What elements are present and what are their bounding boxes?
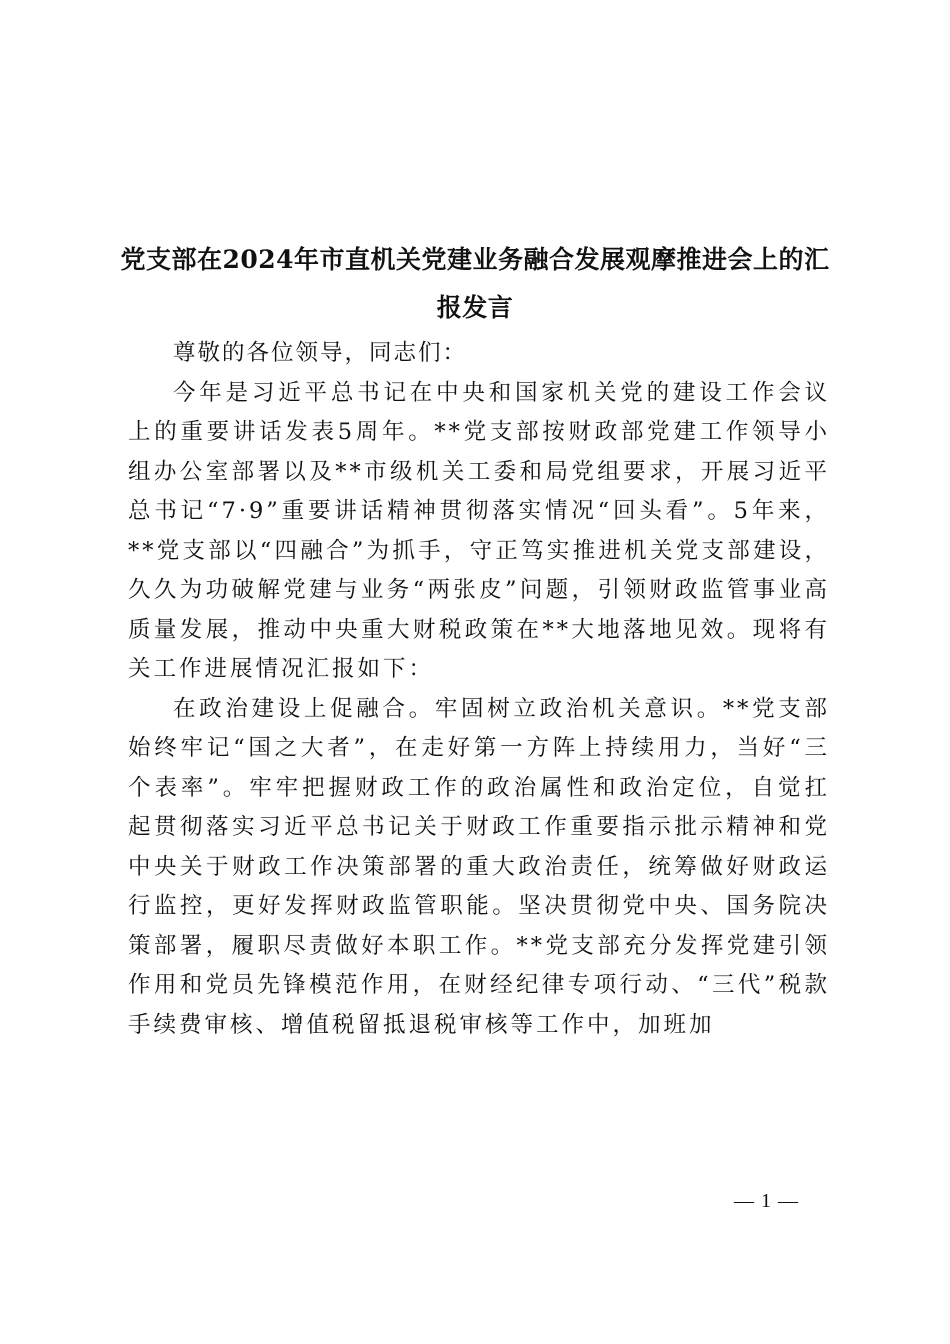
document-title: 党支部在2024年市直机关党建业务融合发展观摩推进会上的汇报发言 — [120, 245, 830, 322]
paragraph-political-building: 在政治建设上促融合。牢固树立政治机关意识。**党支部始终牢记“国之大者”，在走好第一方阵上持续用力，当好“三个表率”。牢牢把握财政工作的政治属性和政治定位，自觉扛起贯彻落实习近平总书记关于财政工作重要指示批示精神和党中央关于财政工作决策部署的重大政治责任，统筹做好财政运行监控，更好发挥财政监管职能。坚决贯彻党中央、国务院决策部署，履职尽责做好本职工作。**党支部充分发挥党建引领作用和党员先锋模范作用，在财经纪律专项行动、“三代”税款手续费审核、增值税留抵退税审核等工作中，加班加 — [128, 695, 830, 1038]
greeting-line: 尊敬的各位领导，同志们： — [173, 340, 468, 366]
page-number: — 1 — — [734, 1190, 799, 1212]
document-body — [128, 334, 830, 1045]
paragraph-intro: 今年是习近平总书记在中央和国家机关党的建设工作会议上的重要讲话发表5周年。**党支部按财政部党建工作领导小组办公室部署以及**市级机关工委和局党组要求，开展习近平总书记“7·9”重要讲话精神贯彻落实情况“回头看”。5年来，**党支部以“四融合”为抓手，守正笃实推进机关党支部建设，久久为功破解党建与业务“两张皮”问题，引领财政监管事业高质量发展，推动中央重大财税政策在**大地落地见效。现将有关工作进展情况汇报如下： — [128, 379, 831, 682]
